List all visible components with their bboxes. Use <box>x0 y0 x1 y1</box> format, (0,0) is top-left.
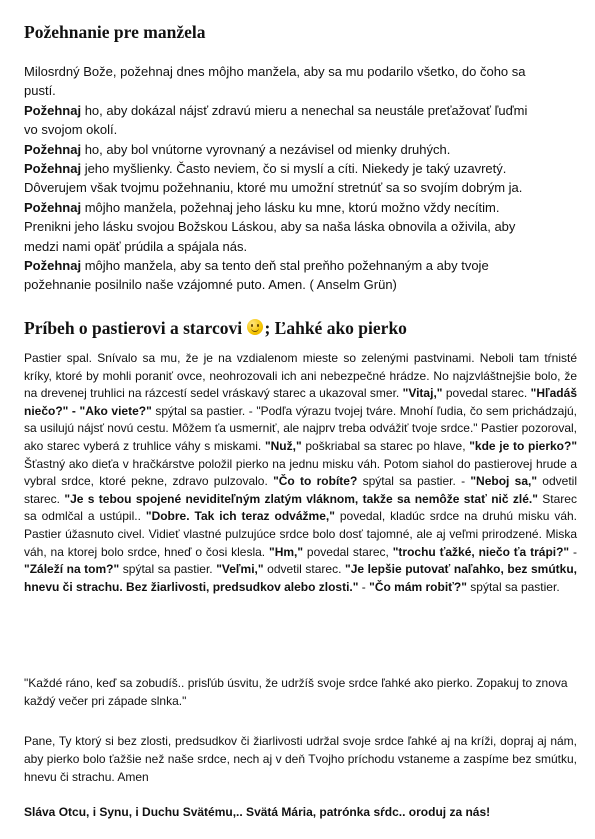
blessing-text: Dôverujem však tvojmu požehnaniu, ktoré mu umožní stretnúť sa so svojím dobrým ja. <box>24 180 523 196</box>
blessing-bold-word: Požehnaj <box>24 161 82 177</box>
blessing-text: môjho manžela, požehnaj jeho lásku ku mne, ktorú možno vždy necítim. <box>81 199 500 215</box>
blessing-line <box>24 101 577 120</box>
story-text: Pastier spal. Snívalo sa mu, že je na vzdialenom mieste so zelenými pastvinami. Neboli tam tŕnisté kríky, ktoré by mohli poraniť ovce, neohrozovali ich ani nebezpečné hrádze. No najzvláštnejšie bolo, že na drevenej truhlici na rázcestí sedel vráskavý starec a ukazoval smer. <box>24 351 577 401</box>
story-dialogue: "Neboj sa," <box>470 474 538 489</box>
blessing-bold-word: Požehnaj <box>24 258 82 274</box>
story-text: odvetil starec. <box>263 562 345 577</box>
story-dialogue: "Veľmi," <box>216 562 264 577</box>
blessing-bold-word: Požehnaj <box>24 199 82 215</box>
blessing-line <box>24 178 577 197</box>
blessing-line <box>24 256 577 275</box>
heading-blessing: Požehnanie pre manžela <box>24 22 206 42</box>
heading-story <box>24 318 407 339</box>
story-dialogue: "Čo mám robiť?" <box>369 579 467 594</box>
heading-story-text: Príbeh o pastierovi a starcovi <box>24 318 243 338</box>
prayer-paragraph: Pane, Ty ktorý si bez zlosti, predsudkov či žiarlivosti udržal svoje srdce ľahké aj na kríži, dopraj aj nám, aby pierko bolo ťažšie než naše srdce, nech aj v deň Tvojho príchodu vstaneme a zaspíme bez smútku, hnevu či strachu. Amen <box>24 734 577 784</box>
blessing-line <box>24 217 577 236</box>
story-text: Šťastný ako dieťa v hračkárstve položil pierko na jednu misku váh. Potom siahol do pastierovej hrude a vybral srdce, ktoré pekne, zdravo pulzovalo. <box>24 456 577 489</box>
story-text: spýtal sa pastier. <box>119 562 217 577</box>
blessing-line <box>24 159 577 178</box>
story-paragraph <box>24 350 577 596</box>
blessing-text: ho, aby bol vnútorne vyrovnaný a nezávisel od mienky druhých. <box>81 141 451 157</box>
story-dialogue: "Nuž," <box>264 438 302 453</box>
story-text: - <box>358 579 370 594</box>
blessing-line <box>24 62 577 81</box>
blessing-text: Preniknі jeho lásku svojou Božskou Láskou, aby sa naša láska obnovila a oživila, aby <box>24 219 516 235</box>
blessing-text: Milosrdný Bože, požehnaj dnes môjho manžela, aby sa mu podarilo všetko, do čoho sa <box>24 64 526 79</box>
blessing-line <box>24 120 577 139</box>
story-dialogue: "Je lepšie putovať naľahko, bez smútku, hnevu či strachu. Bez žiarlivosti, predsudkov alebo zlosti." <box>24 562 577 594</box>
story-dialogue: "Čo to robíte? <box>273 474 358 489</box>
story-text: - <box>569 544 577 559</box>
closing-line: Sláva Otcu, i Synu, i Duchu Svätému,.. Svätá Mária, patrónka sŕdc.. oroduj za nás! <box>24 805 491 819</box>
blessing-line <box>24 81 577 100</box>
story-text: spýtal sa pastier. - "Podľa výrazu tvojej tváre. Mnohí ľudia, čo sem prichádzajú, sa usilujú nájsť novú cestu. Môžem ťa usmerniť, ale najprv treba odvážiť tvoje srdce." Pastier pozoroval, ako starec vyberá z truhlice váhy s miskami. <box>24 403 578 453</box>
blessing-text: medzi nami opäť prúdila a spájala nás. <box>24 238 248 254</box>
blessing-text: pustí. <box>24 83 56 99</box>
heading-story-subtitle: ; Ľahké ako pierko <box>264 318 407 338</box>
story-dialogue: "Záleží na tom?" <box>24 562 120 577</box>
story-dialogue: "Je s tebou spojené neviditeľným zlatým vláknom, takže sa nemôže stať nič zlé." <box>64 491 538 506</box>
blessing-line <box>24 275 577 294</box>
story-text: Starec sa odmlčal a ustúpil.. <box>24 491 577 524</box>
story-text: spýtal sa pastier. <box>466 579 560 594</box>
blessing-text: ho, aby dokázal nájsť zdravú mieru a nenechal sa neustále preťažovať ľuďmi <box>81 102 528 118</box>
story-text: povedal, kladúc srdce na druhú misku váh. Pastier úžasnuto civel. Vidieť vlastné pulzujúce srdce bolo dosť tajomné, ale aj veľmi prirodzené. Miska váh, na ktorej bolo srdce, hneď o čosi klesla. <box>24 509 578 559</box>
story-text: odvetil starec. <box>24 474 577 506</box>
blessing-text: jeho myšlienky. Často neviem, čo si myslí a cíti. Niekedy je taký uzavretý. <box>81 161 507 177</box>
story-dialogue: "Vitaj," <box>402 386 443 401</box>
blessing-paragraph <box>24 62 577 295</box>
story-dialogue: "Dobre. Tak ich teraz odvážme," <box>145 509 335 524</box>
quote-paragraph: "Každé ráno, keď sa zobudíš.. prisľúb úsvitu, že udržíš svoje srdce ľahké ako pierko. Zopakuj to znova každý večer pri západe slnka." <box>24 676 568 708</box>
story-dialogue: "Hľadáš niečo?" - "Ako viete?" <box>24 386 577 418</box>
blessing-text: môjho manžela, aby sa tento deň stal preňho požehnaným a aby tvoje <box>81 258 489 274</box>
blessing-line <box>24 198 577 217</box>
story-text: povedal starec. <box>442 386 531 401</box>
story-text: poškriabal sa starec po hlave, <box>301 438 470 453</box>
story-dialogue: "trochu ťažké, niečo ťa trápi?" <box>392 544 570 559</box>
story-text: povedal starec, <box>303 544 393 559</box>
blessing-text: požehnanie posilnilo naše vzájomné puto. Amen. ( Anselm Grün) <box>24 277 397 293</box>
blessing-bold-word: Požehnaj <box>24 102 82 118</box>
blessing-text: vo svojom okolí. <box>24 122 118 138</box>
story-dialogue: "kde je to pierko?" <box>469 438 578 453</box>
blessing-line <box>24 237 577 256</box>
story-text: spýtal sa pastier. - <box>357 474 471 489</box>
blessing-bold-word: Požehnaj <box>24 141 82 157</box>
smiley-icon <box>247 319 263 335</box>
blessing-line <box>24 140 577 159</box>
story-dialogue: "Hm," <box>269 544 304 559</box>
